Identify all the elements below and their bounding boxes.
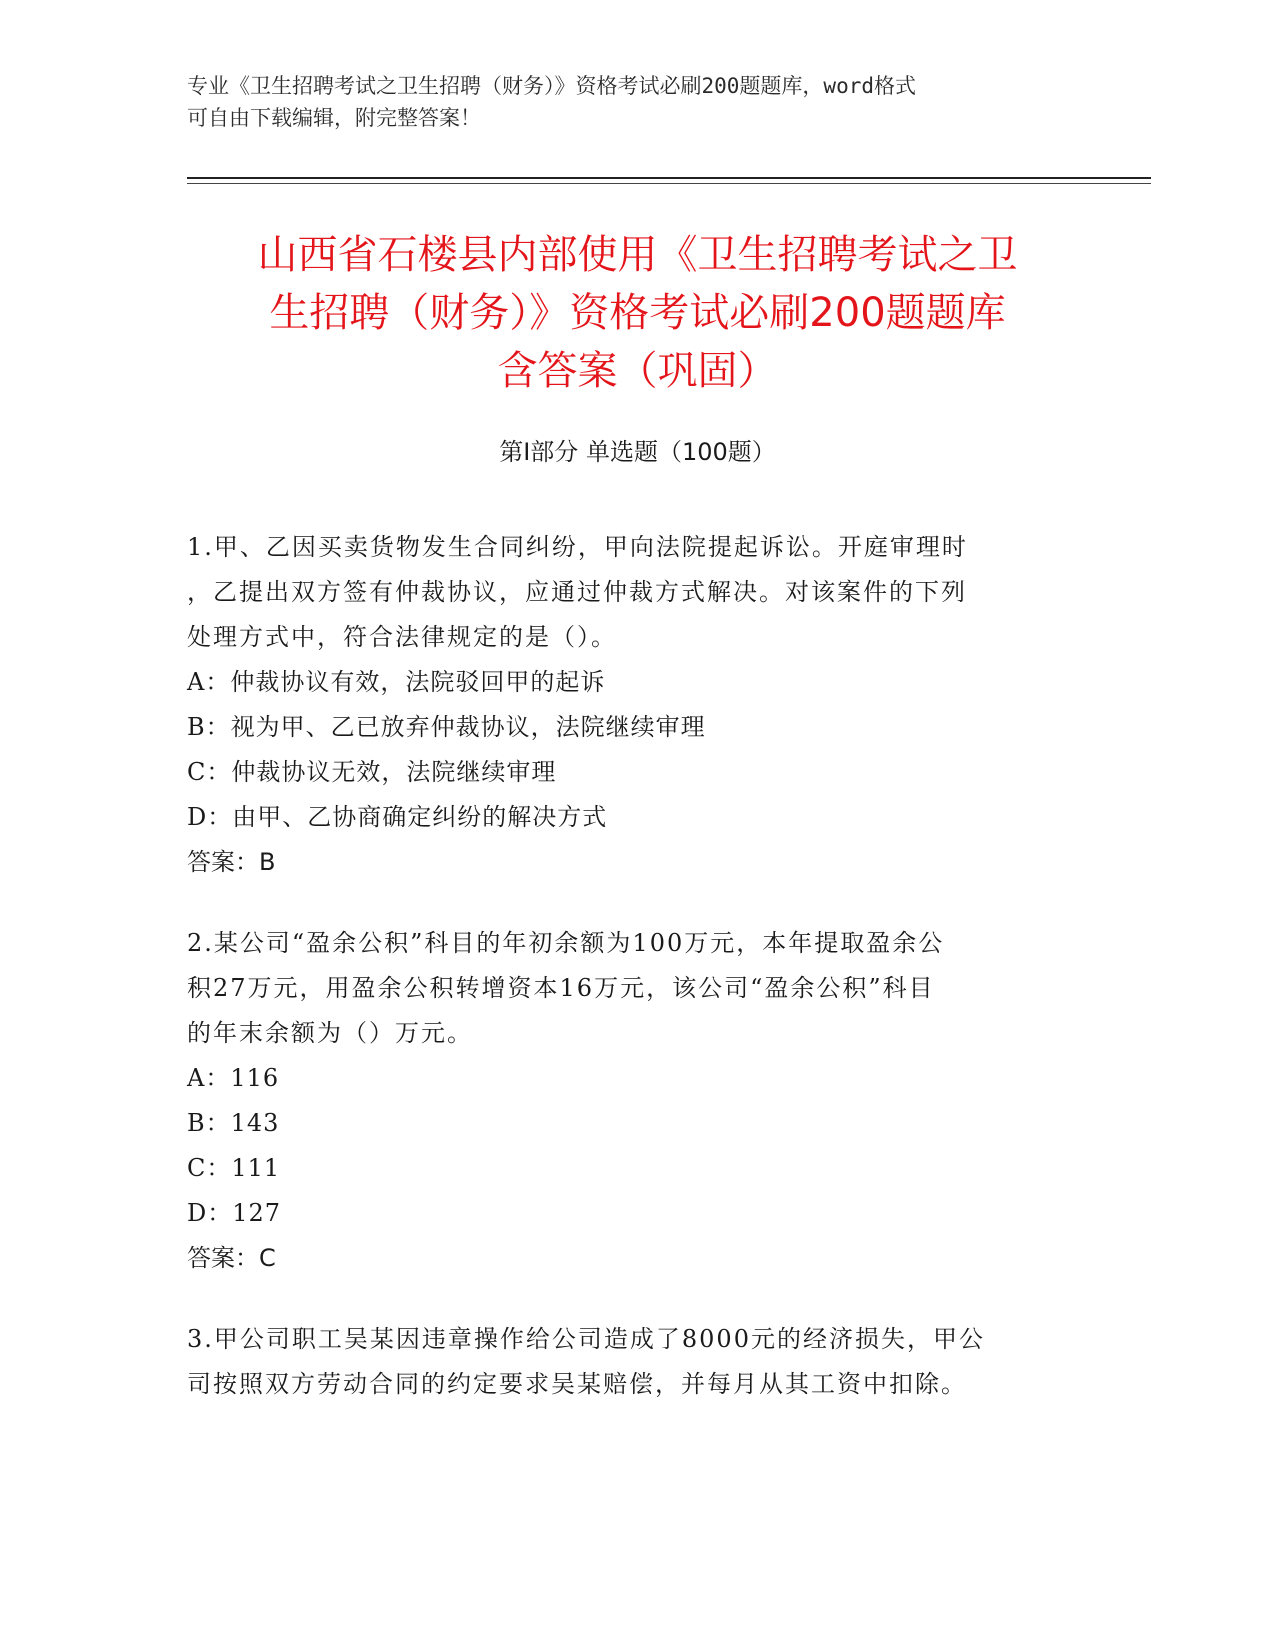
document-title-line-2: 生招聘（财务）》资格考试必刷200题题库 [269, 290, 1006, 336]
header-divider-thick [187, 177, 1151, 179]
question-2 [187, 921, 1077, 1281]
question-2-option-b: B：143 [187, 1109, 280, 1137]
header-divider-thin [187, 183, 1151, 184]
question-2-option-d: D：127 [187, 1199, 282, 1227]
question-2-stem-line-3: 的年末余额为（）万元。 [187, 1019, 473, 1047]
question-2-answer: 答案：C [187, 1244, 276, 1272]
question-1-option-b: B：视为甲、乙已放弃仲裁协议，法院继续审理 [187, 713, 706, 741]
question-1-stem-line-2: ，乙提出双方签有仲裁协议，应通过仲裁方式解决。对该案件的下列 [187, 578, 967, 606]
question-3-stem-line-2: 司按照双方劳动合同的约定要求吴某赔偿，并每月从其工资中扣除。 [187, 1370, 967, 1398]
document-title-line-3: 含答案（巩固） [497, 348, 778, 394]
header-note-line-1: 专业《卫生招聘考试之卫生招聘（财务）》资格考试必刷200题题库，word格式 [187, 74, 916, 98]
document-title [150, 226, 1125, 400]
section-heading: 第Ⅰ部分 单选题（100题） [499, 438, 776, 466]
question-1-option-a: A：仲裁协议有效，法院驳回甲的起诉 [187, 668, 606, 696]
question-1-option-d: D：由甲、乙协商确定纠纷的解决方式 [187, 803, 608, 831]
header-note [187, 70, 1067, 134]
question-2-option-c: C：111 [187, 1154, 281, 1182]
question-1 [187, 525, 1077, 885]
question-1-stem-line-3: 处理方式中，符合法律规定的是（）。 [187, 623, 617, 651]
question-2-option-a: A：116 [187, 1064, 280, 1092]
document-title-line-1: 山西省石楼县内部使用《卫生招聘考试之卫 [257, 232, 1018, 278]
question-3-stem-line-1: 3.甲公司职工吴某因违章操作给公司造成了8000元的经济损失，甲公 [187, 1325, 985, 1353]
question-2-stem-line-2: 积27万元，用盈余公积转增资本16万元，该公司“盈余公积”科目 [187, 974, 935, 1002]
question-1-answer: 答案：B [187, 848, 276, 876]
header-note-line-2: 可自由下载编辑，附完整答案！ [187, 106, 481, 130]
question-2-stem-line-1: 2.某公司“盈余公积”科目的年初余额为100万元，本年提取盈余公 [187, 929, 945, 957]
question-1-option-c: C：仲裁协议无效，法院继续审理 [187, 758, 557, 786]
question-list [187, 525, 1077, 1443]
question-3 [187, 1317, 1077, 1407]
question-1-stem-line-1: 1.甲、乙因买卖货物发生合同纠纷，甲向法院提起诉讼。开庭审理时 [187, 533, 968, 561]
